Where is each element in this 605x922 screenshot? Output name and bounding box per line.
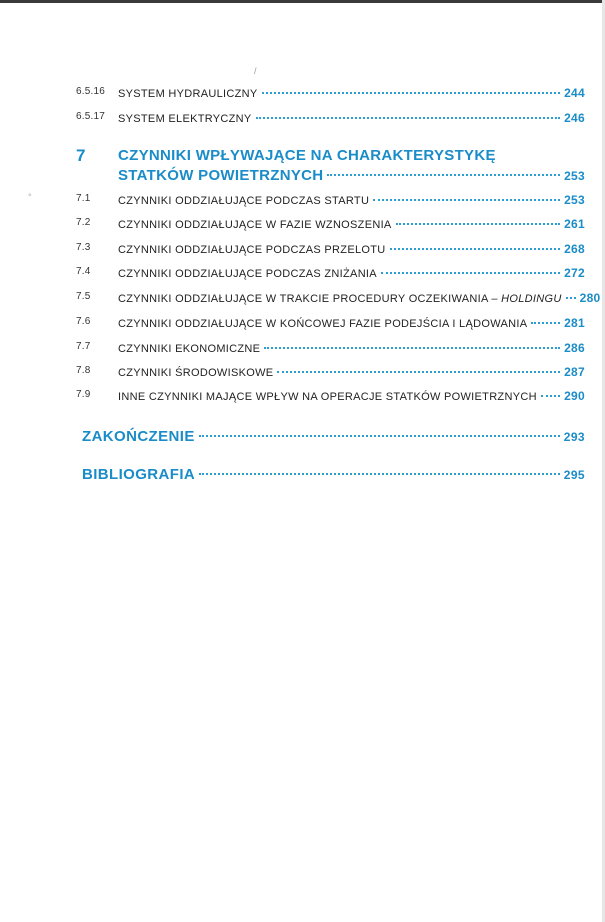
dot-leader — [381, 272, 560, 274]
dot-leader — [373, 199, 560, 201]
entry-title: CZYNNIKI ŚRODOWISKOWE — [118, 367, 274, 379]
entry-number: 7.8 — [76, 365, 91, 376]
entry-page: 281 — [564, 316, 585, 330]
chapter-title — [118, 146, 585, 186]
entry-title-text: CZYNNIKI ODDZIAŁUJĄCE W TRAKCIE PROCEDURY OCZEKIWANIA – — [118, 293, 498, 305]
entry-line — [118, 193, 585, 207]
dot-leader — [199, 473, 560, 475]
chapter-title-line1: CZYNNIKI WPŁYWAJĄCE NA CHARAKTERYSTYKĘ — [118, 147, 496, 164]
scan-mark: / — [254, 66, 257, 76]
entry-line — [118, 365, 585, 379]
section-title: BIBLIOGRAFIA — [82, 466, 196, 483]
entry-page: 253 — [564, 193, 585, 207]
section-page: 295 — [563, 468, 585, 482]
chapter-page: 253 — [564, 169, 585, 183]
entry-line — [118, 242, 585, 256]
entry-number: 7.5 — [76, 291, 91, 302]
chapter-title-line2-row — [118, 166, 585, 186]
entry-page: 246 — [564, 111, 585, 125]
entry-title: CZYNNIKI ODDZIAŁUJĄCE PODCZAS PRZELOTU — [118, 244, 386, 256]
entry-title — [118, 293, 562, 305]
entry-line — [118, 111, 585, 125]
dot-leader — [199, 435, 560, 437]
entry-number: 7.6 — [76, 316, 91, 327]
entry-line — [118, 217, 585, 231]
section-title: ZAKOŃCZENIE — [82, 428, 195, 445]
dot-leader — [390, 248, 561, 250]
dot-leader — [327, 174, 560, 176]
dot-leader — [277, 371, 560, 373]
entry-page: 244 — [564, 86, 585, 100]
entry-number: 7.1 — [76, 193, 91, 204]
page-top-edge — [0, 0, 605, 3]
entry-page: 286 — [564, 341, 585, 355]
entry-page: 268 — [564, 242, 585, 256]
entry-line — [118, 291, 601, 305]
entry-number: 7.4 — [76, 266, 91, 277]
dot-leader — [262, 92, 561, 94]
entry-title: SYSTEM HYDRAULICZNY — [118, 88, 258, 100]
scan-mark: ° — [28, 192, 32, 202]
entry-line — [118, 266, 585, 280]
entry-title: INNE CZYNNIKI MAJĄCE WPŁYW NA OPERACJE STATKÓW POWIETRZNYCH — [118, 391, 537, 403]
dot-leader — [531, 322, 560, 324]
entry-title: CZYNNIKI ODDZIAŁUJĄCE W KOŃCOWEJ FAZIE PODEJŚCIA I LĄDOWANIA — [118, 318, 528, 330]
entry-page: 272 — [564, 266, 585, 280]
entry-number: 7.7 — [76, 341, 91, 352]
entry-line — [118, 341, 585, 355]
dot-leader — [566, 297, 576, 299]
toc-section-zakonczenie[interactable] — [82, 428, 585, 445]
entry-page: 290 — [564, 389, 585, 403]
section-page: 293 — [563, 430, 585, 444]
entry-title: CZYNNIKI ODDZIAŁUJĄCE W FAZIE WZNOSZENIA — [118, 219, 392, 231]
entry-line — [118, 86, 585, 100]
entry-line — [118, 389, 585, 403]
entry-title-italic: HOLDINGU — [501, 293, 562, 305]
entry-page: 280 — [579, 291, 601, 305]
entry-number: 6.5.16 — [76, 86, 106, 97]
entry-number: 7.2 — [76, 217, 91, 228]
entry-title: CZYNNIKI ODDZIAŁUJĄCE PODCZAS STARTU — [118, 195, 370, 207]
entry-title: SYSTEM ELEKTRYCZNY — [118, 113, 252, 125]
dot-leader — [541, 395, 560, 397]
entry-number: 6.5.17 — [76, 111, 106, 122]
entry-title: CZYNNIKI EKONOMICZNE — [118, 343, 261, 355]
entry-number: 7.9 — [76, 389, 91, 400]
entry-number: 7.3 — [76, 242, 91, 253]
toc-section-bibliografia[interactable] — [82, 466, 585, 483]
chapter-title-line2: STATKÓW POWIETRZNYCH — [118, 167, 324, 184]
entry-title: CZYNNIKI ODDZIAŁUJĄCE PODCZAS ZNIŻANIA — [118, 268, 377, 280]
entry-page: 261 — [564, 217, 585, 231]
dot-leader — [264, 347, 560, 349]
entry-line — [118, 316, 585, 330]
entry-page: 287 — [564, 365, 585, 379]
dot-leader — [396, 223, 561, 225]
chapter-number: 7 — [76, 146, 86, 165]
dot-leader — [256, 117, 561, 119]
